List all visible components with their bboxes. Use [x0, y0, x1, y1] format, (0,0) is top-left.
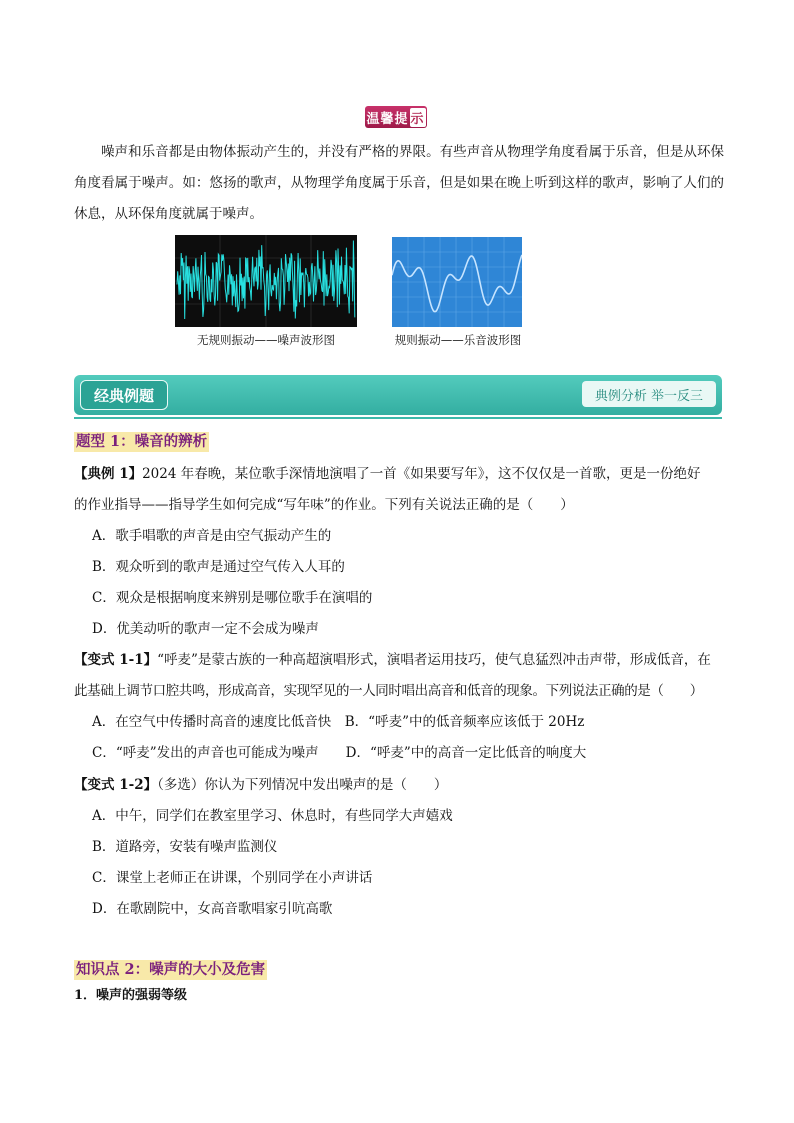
banner-subtitle: 典例分析 举一反三 — [582, 381, 716, 407]
variant12-label: 【变式 1-2】 — [74, 777, 158, 793]
variant12-option-d: D．在歌剧院中，女高音歌唱家引吭高歌 — [92, 901, 333, 917]
example1-option-c: C．观众是根据响度来辨别是哪位歌手在演唱的 — [92, 590, 373, 606]
noise-caption: 无规则振动——噪声波形图 — [197, 333, 335, 347]
music-waveform-image — [392, 237, 522, 327]
type1-heading: 题型 1：噪音的辨析 — [76, 433, 208, 450]
banner-underline — [74, 417, 722, 419]
example1-line1 — [74, 464, 701, 484]
variant11-line1 — [74, 650, 711, 670]
variant11-options-row2: C．“呼麦”发出的声音也可能成为噪声 D．“呼麦”中的高音一定比低音的响度大 — [92, 745, 587, 761]
intro-paragraph — [74, 137, 724, 230]
example1-label: 【典例 1】 — [74, 466, 143, 482]
example1-text-line1: 2024 年春晚，某位歌手深情地演唱了一首《如果要写年》，这不仅仅是一首歌，更是一份绝好 — [142, 466, 701, 482]
tip-badge-text: 温馨提 — [366, 111, 409, 127]
variant12-text-line1: （多选）你认为下列情况中发出噪声的是（ ） — [157, 777, 448, 793]
intro-line-3: 人们的休息，从环保角度就属于噪声。 — [74, 175, 725, 222]
variant11-text-line1: “呼麦”是蒙古族的一种高超演唱形式，演唱者运用技巧，使气息猛烈冲击声带，形成低音，在 — [157, 652, 711, 668]
intro-line-1: 噪声和乐音都是由物体振动产生的，并没有严格的界限。有些声音从物理学角度看属于乐音，但是从环 — [101, 144, 711, 160]
example1-option-d: D．优美动听的歌声一定不会成为噪声 — [92, 621, 319, 637]
variant12-option-a: A．中午，同学们在教室里学习、休息时，有些同学大声嬉戏 — [92, 808, 453, 824]
variant12-line1 — [74, 775, 447, 795]
variant11-line2: 此基础上调节口腔共鸣，形成高音，实现罕见的一人同时唱出高音和低音的现象。下列说法正确的是（ ） — [74, 683, 703, 699]
variant11-options-row1: A．在空气中传播时高音的速度比低音快 B．“呼麦”中的低音频率应该低于 20Hz — [92, 714, 585, 730]
variant12-option-b: B．道路旁，安装有噪声监测仪 — [92, 839, 278, 855]
example1-option-b: B．观众听到的歌声是通过空气传入人耳的 — [92, 559, 345, 575]
noise-waveform-image — [175, 235, 357, 327]
warm-tip-badge — [365, 106, 427, 128]
knowledge2-heading: 知识点 2：噪声的大小及危害 — [76, 961, 266, 978]
intro-line-2: 保角度看属于噪声。如：悠扬的歌声，从物理学角度属于乐音，但是如果在晚上听到这样的歌声，影响了 — [74, 144, 724, 191]
variant12-option-c: C．课堂上老师正在讲课，个别同学在小声讲话 — [92, 870, 373, 886]
music-caption: 规则振动——乐音波形图 — [394, 333, 522, 347]
example1-option-a: A．歌手唱歌的声音是由空气振动产生的 — [92, 528, 332, 544]
variant11-label: 【变式 1-1】 — [74, 652, 158, 668]
example1-line2: 的作业指导——指导学生如何完成“写年味”的作业。下列有关说法正确的是（ ） — [74, 497, 574, 513]
tip-badge-last-char: 示 — [410, 108, 426, 127]
noise-level-subheading: 1．噪声的强弱等级 — [74, 988, 188, 1003]
classic-examples-banner — [74, 375, 722, 415]
banner-title: 经典例题 — [80, 380, 168, 410]
